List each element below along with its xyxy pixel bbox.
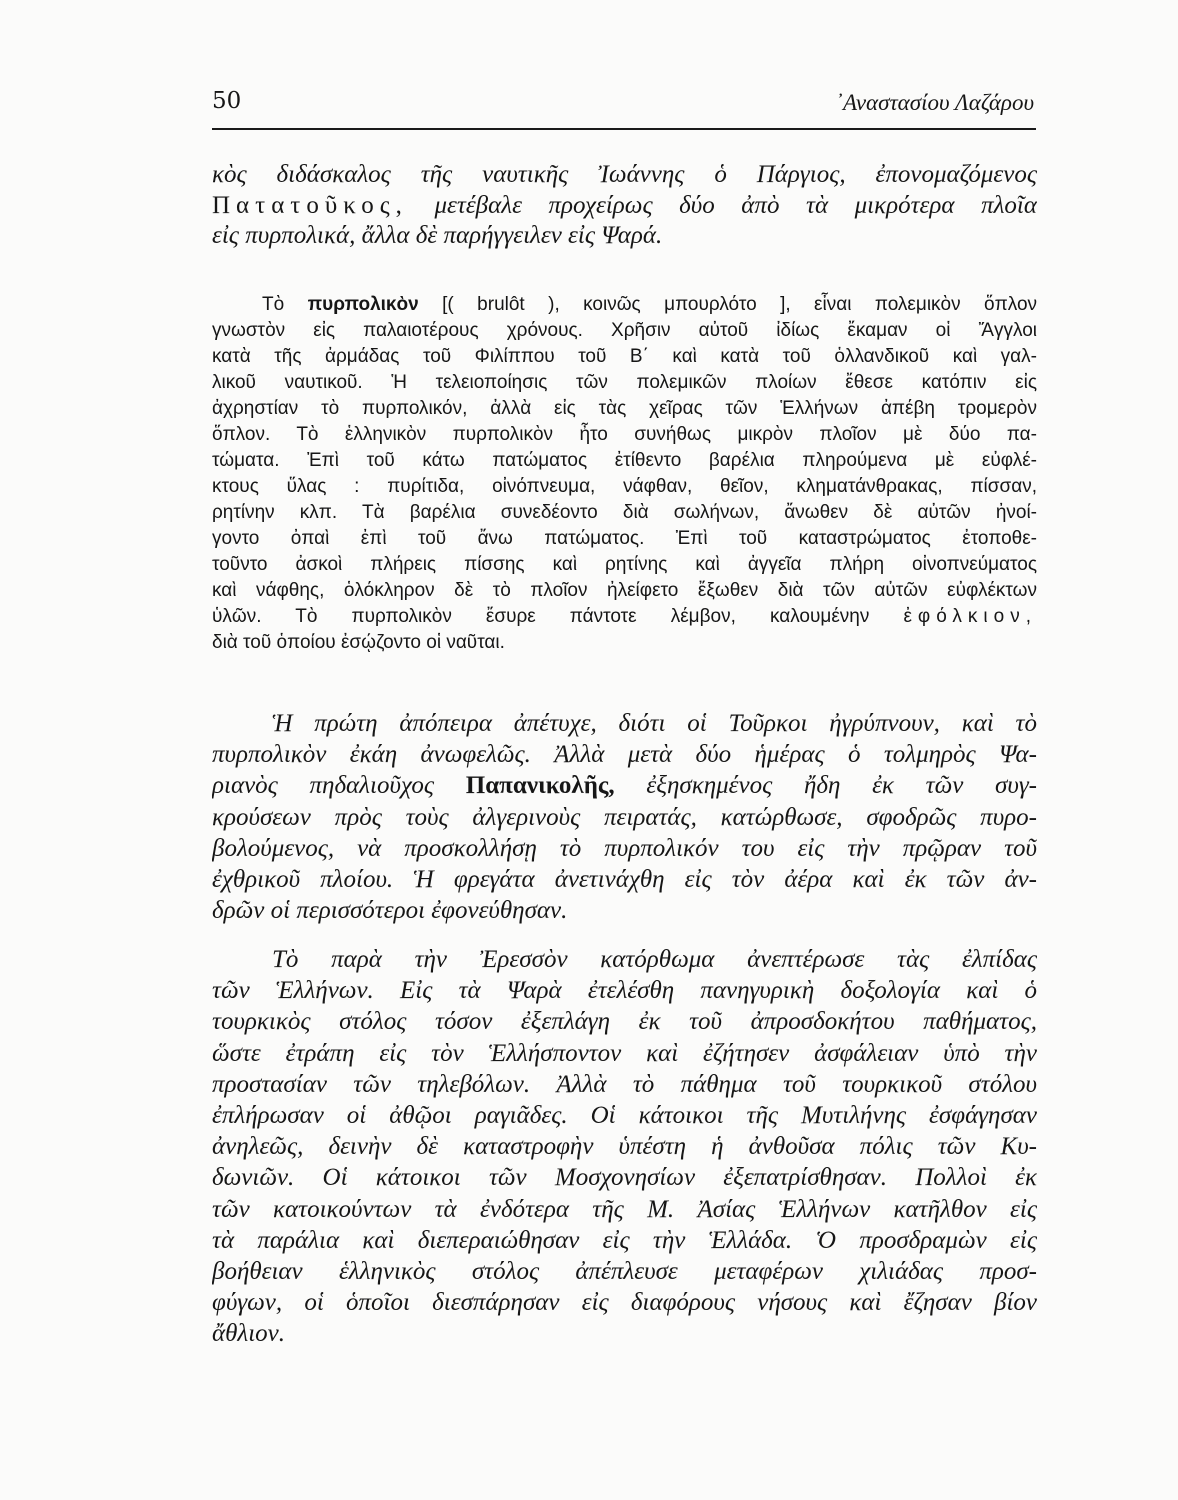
paragraph-eresos <box>212 944 1037 1350</box>
text-line: πυρπολικὸν ἐκάη ἀνωφελῶς. Ἀλλὰ μετὰ δύο ἡμέρας ὁ τολμηρὸς Ψα- <box>212 741 1037 769</box>
text-line: γοντο ὀπαὶ ἐπὶ τοῦ ἄνω πατώματος. Ἐπὶ τοῦ καταστρώματος ἐτοποθε- <box>212 528 1037 549</box>
text-line: βολούμενος, νὰ προσκολλήσῃ τὸ πυρπολικόν του εἰς τὴν πρῷραν τοῦ <box>212 834 1037 862</box>
text-line: δρῶν οἱ περισσότεροι ἐφονεύθησαν. <box>212 897 568 925</box>
running-title: ᾿Αναστασίου Λαζάρου <box>835 90 1034 115</box>
text-line: κατὰ τῆς ἀρμάδας τοῦ Φιλίππου τοῦ Β΄ καὶ κατὰ τοῦ ὁλλανδικοῦ καὶ γαλ- <box>212 346 1037 367</box>
page-number: 50 <box>212 88 242 114</box>
text-line: τουρκικὸς στόλος τόσον ἐξεπλάγη ἐκ τοῦ ἀπροσδοκήτου παθήματος, <box>212 1008 1037 1036</box>
text-line: τῶν κατοικούντων τὰ ἐνδότερα τῆς Μ. Ἀσίας Ἑλλήνων κατῆλθον εἰς <box>212 1195 1037 1223</box>
text-line: ἄθλιον. <box>212 1320 286 1348</box>
text-line: εἰς πυρπολικά, ἄλλα δὲ παρήγγειλεν εἰς Ψαρά. <box>212 222 663 250</box>
text-line: κτους ὕλας : πυρίτιδα, οἰνόπνευμα, νάφθαν, θεῖον, κληματάνθρακας, πίσσαν, <box>212 476 1037 497</box>
text-line: ἐπλήρωσαν οἱ ἀθῷοι ραγιᾶδες. Οἱ κάτοικοι τῆς Μυτιλήνης ἐσφάγησαν <box>212 1102 1037 1130</box>
text-line: γνωστὸν εἰς παλαιοτέρους χρόνους. Χρῆσιν αὐτοῦ ἰδίως ἔκαμαν οἱ Ἄγγλοι <box>212 320 1037 341</box>
text-line: ἀχρηστίαν τὸ πυρπολικόν, ἀλλὰ εἰς τὰς χεῖρας τῶν Ἑλλήνων ἀπέβη τρομερὸν <box>212 398 1037 419</box>
text-line: ὥστε ἐτράπη εἰς τὸν Ἑλλήσποντον καὶ ἐζήτησεν ἀσφάλειαν ὑπὸ τὴν <box>212 1039 1037 1067</box>
text-line: Ἡ πρώτη ἀπόπειρα ἀπέτυχε, διότι οἱ Τοῦρκοι ἠγρύπνουν, καὶ τὸ <box>272 710 1037 737</box>
text-fragment: μετέβαλε προχείρως δύο ἀπὸ τὰ μικρότερα πλοῖα <box>434 191 1037 219</box>
explanatory-note <box>212 292 1037 656</box>
bold-term: πυρπολικὸν <box>307 294 419 315</box>
text-line <box>212 191 1037 222</box>
text-line: λικοῦ ναυτικοῦ. Ἡ τελειοποίησις τῶν πολεμικῶν πλοίων ἔθεσε κατόπιν εἰς <box>212 372 1037 393</box>
text-line: κὸς διδάσκαλος τῆς ναυτικῆς Ἰωάννης ὁ Πάργιος, ἐπονομαζόμενος <box>212 161 1037 188</box>
text-line <box>212 604 1037 630</box>
text-line: δωνιῶν. Οἱ κάτοικοι τῶν Μοσχονησίων ἐξεπατρίσθησαν. Πολλοὶ ἐκ <box>212 1164 1037 1192</box>
text-line: ἀνηλεῶς, δεινὴν δὲ καταστροφὴν ὑπέστη ἡ ἀνθοῦσα πόλις τῶν Κυ- <box>212 1133 1037 1161</box>
text-line: τῶν Ἑλλήνων. Εἰς τὰ Ψαρὰ ἐτελέσθη πανηγυρικὴ δοξολογία καὶ ὁ <box>212 977 1037 1005</box>
text-line: φύγων, οἱ ὁποῖοι διεσπάρησαν εἰς διαφόρους νήσους καὶ ἔζησαν βίον <box>212 1289 1037 1317</box>
text-line: τὰ παράλια καὶ διεπεραιώθησαν εἰς τὴν Ἑλλάδα. Ὁ προσδραμὼν εἰς <box>212 1226 1037 1254</box>
text-line: καὶ νάφθης, ὁλόκληρον δὲ τὸ πλοῖον ἠλείφετο ἔξωθεν διὰ τῶν αὐτῶν εὐφλέκτων <box>212 580 1037 601</box>
text-line: κρούσεων πρὸς τοὺς ἀλγερινοὺς πειρατάς, κατώρθωσε, σφοδρῶς πυρο- <box>212 803 1037 831</box>
text-line: ὅπλον. Τὸ ἑλληνικὸν πυρπολικὸν ἦτο συνήθως μικρὸν πλοῖον μὲ δύο πα- <box>212 424 1037 445</box>
page-header <box>212 88 1036 130</box>
text-line: τώματα. Ἐπὶ τοῦ κάτω πατώματος ἐτίθεντο βαρέλια πληρούμενα μὲ εὐφλέ- <box>212 450 1037 471</box>
paragraph-continuation <box>212 160 1037 252</box>
text-fragment: Τὸ <box>262 294 285 315</box>
text-line: διὰ τοῦ ὁποίου ἐσῴζοντο οἱ ναῦται. <box>212 632 505 653</box>
text-line <box>212 292 1037 318</box>
text-fragment: ριανὸς πηδαλιοῦχος <box>212 772 435 800</box>
text-line <box>212 770 1037 801</box>
spaced-name: Πατατοῦκος, <box>212 191 408 219</box>
text-line: βοήθειαν ἑλληνικὸς στόλος ἀπέπλευσε μεταφέρων χιλιάδας προσ- <box>212 1258 1037 1286</box>
bold-name: Παπανικολῆς, <box>465 772 615 800</box>
text-line: τοῦντο ἀσκοὶ πλήρεις πίσσης καὶ ρητίνης καὶ ἀγγεῖα πλήρη οἰνοπνεύματος <box>212 554 1037 575</box>
text-line: προστασίαν τῶν τηλεβόλων. Ἀλλὰ τὸ πάθημα τοῦ τουρκικοῦ στόλου <box>212 1070 1037 1098</box>
text-fragment: ἐξησκημένος ἤδη ἐκ τῶν συγ- <box>646 772 1037 800</box>
text-line: ρητίνην κλπ. Τὰ βαρέλια συνεδέοντο διὰ σωλήνων, ἄνωθεν δὲ αὐτῶν ἠνοί- <box>212 502 1037 523</box>
text-line: Τὸ παρὰ τὴν Ἐρεσσὸν κατόρθωμα ἀνεπτέρωσε τὰς ἐλπίδας <box>272 946 1037 973</box>
text-line: ἐχθρικοῦ πλοίου. Ἡ φρεγάτα ἀνετινάχθη εἰς τὸν ἀέρα καὶ ἐκ τῶν ἀν- <box>212 866 1037 894</box>
text-fragment: ὑλῶν. Τὸ πυρπολικὸν ἔσυρε πάντοτε λέμβον, καλουμένην <box>212 606 870 627</box>
text-fragment: [( brulôt ), κοινῶς μπουρλότο ], εἶναι πολεμικὸν ὅπλον <box>442 294 1037 315</box>
spaced-term: ἐφόλκιον, <box>903 606 1037 627</box>
paragraph-first-attempt <box>212 708 1037 926</box>
